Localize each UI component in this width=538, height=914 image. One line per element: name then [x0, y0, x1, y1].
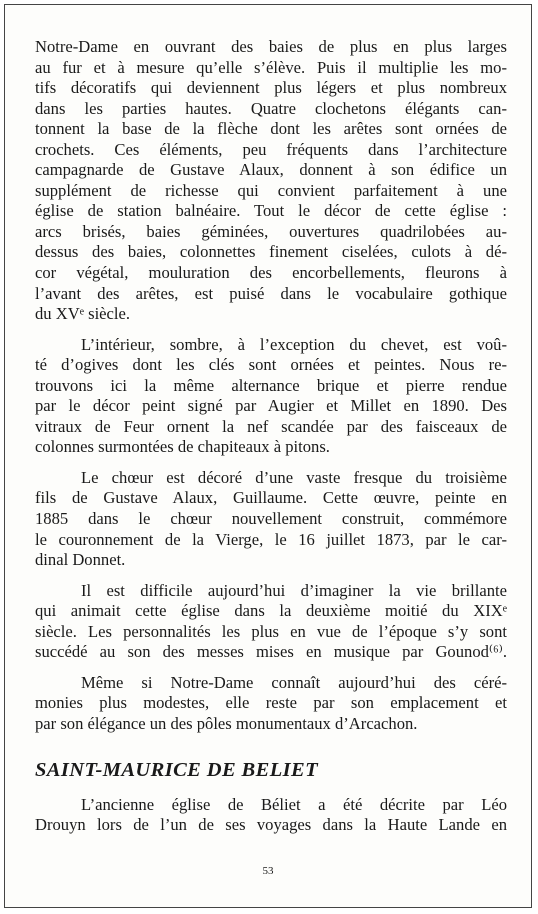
- paragraph: [35, 673, 507, 735]
- text-line: 1885 dans le chœur nouvellement construit, commémore: [35, 509, 507, 529]
- paragraph: [35, 37, 507, 325]
- text-line: trouvons ici la même alternance brique et pierre rendue: [35, 375, 507, 395]
- text-line: siècle. Les personnalités les plus en vue de l’époque s’y sont: [35, 621, 507, 641]
- text-line: succédé au son des messes mises en musique par Gounod⁽⁶⁾.: [35, 642, 507, 662]
- paragraph: [35, 795, 507, 836]
- text-line: té d’ogives dont les clés sont ornées et peintes. Nous re-: [35, 355, 507, 375]
- text-line: tifs décoratifs qui deviennent plus légers et plus nombreux: [35, 78, 507, 98]
- paragraph: [35, 335, 507, 458]
- text-line: cor végétal, mouluration des encorbellements, fleurons à: [35, 263, 507, 283]
- text-line: L’intérieur, sombre, à l’exception du chevet, est voû-: [81, 334, 507, 354]
- text-line: le couronnement de la Vierge, le 16 juillet 1873, par le car-: [35, 529, 507, 549]
- page-number: 53: [262, 865, 274, 877]
- text-line: dessus des baies, colonnettes finement ciselées, culots à dé-: [35, 242, 507, 262]
- text-line: arcs brisés, baies géminées, ouvertures quadrilobées au-: [35, 221, 507, 241]
- text-line: monies plus modestes, elle reste par son emplacement et: [35, 693, 507, 713]
- paragraph: [35, 581, 507, 663]
- text-line: par son élégance un des pôles monumentaux d’Arcachon.: [35, 713, 418, 733]
- text-line: du XVᵉ siècle.: [35, 304, 131, 324]
- paragraph: [35, 468, 507, 571]
- text-line: Notre-Dame en ouvrant des baies de plus en plus larges: [35, 37, 507, 56]
- text-line: tonnent la base de la flèche dont les arêtes sont ornées de: [35, 119, 507, 139]
- text-line: Même si Notre-Dame connaît aujourd’hui des céré-: [81, 672, 507, 692]
- text-line: Drouyn lors de l’un de ses voyages dans la Haute Lande en: [35, 815, 507, 835]
- page-text: [35, 37, 507, 836]
- text-line: crochets. Ces éléments, peu fréquents dans l’architecture: [35, 139, 507, 159]
- text-line: Le chœur est décoré d’une vaste fresque du troisième: [81, 467, 507, 487]
- text-line: dans les parties hautes. Quatre clochetons élégants can-: [35, 98, 507, 118]
- text-line: Il est difficile aujourd’hui d’imaginer la vie brillante: [81, 580, 507, 600]
- text-line: L’ancienne église de Béliet a été décrite par Léo: [81, 794, 507, 814]
- section-heading: SAINT-MAURICE DE BELIET: [35, 758, 318, 781]
- text-line: par le décor peint signé par Augier et Millet en 1890. Des: [35, 396, 507, 416]
- text-line: fils de Gustave Alaux, Guillaume. Cette œuvre, peinte en: [35, 488, 507, 508]
- text-line: au fur et à mesure qu’elle s’élève. Puis il multiplie les mo-: [35, 57, 507, 77]
- text-line: église de station balnéaire. Tout le décor de cette église :: [35, 201, 507, 221]
- text-line: supplément de richesse qui convient parfaitement à une: [35, 180, 507, 200]
- text-line: campagnarde de Gustave Alaux, donnent à son édifice un: [35, 160, 507, 180]
- text-line: qui animait cette église dans la deuxième moitié du XIXᵉ: [35, 601, 507, 621]
- text-line: l’avant des arêtes, est puisé dans le vocabulaire gothique: [35, 283, 507, 303]
- text-line: vitraux de Feur ornent la nef scandée par des faisceaux de: [35, 416, 507, 436]
- book-page: [4, 4, 532, 908]
- text-line: colonnes surmontées de chapiteaux à pitons.: [35, 437, 330, 457]
- text-line: dinal Donnet.: [35, 550, 126, 570]
